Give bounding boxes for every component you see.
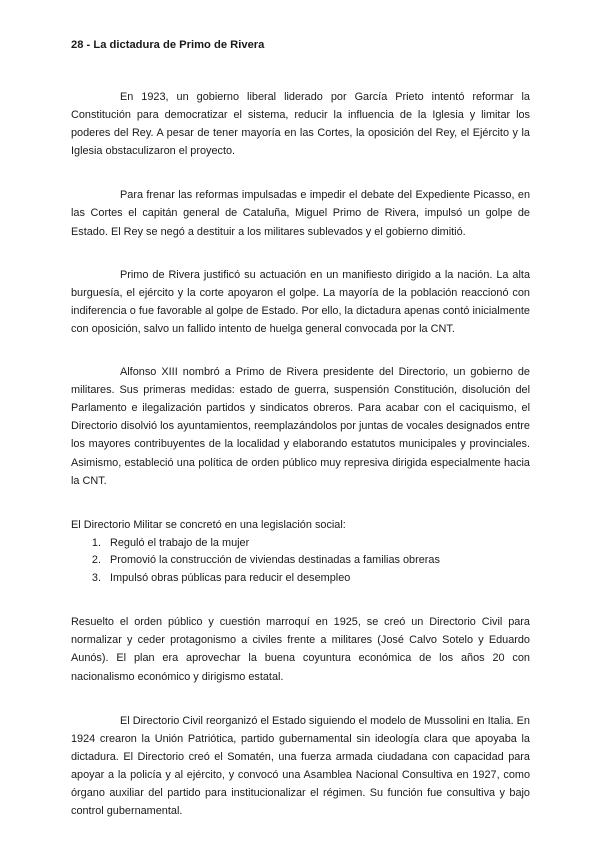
- paragraph-6: El Directorio Civil reorganizó el Estado siguiendo el modelo de Mussolini en Italia. En 1924 crearon la Unión Patriótica, partido gubernamental sin ideología clara que apoyaba la dictadura. El Directorio creó el Somatén, una fuerza armada ciudadana con capacidad para apoyar a la policía y al ejército, y convocó una Asamblea Nacional Consultiva en 1927, como órgano auxiliar del partido para institucionalizar el régimen. Su función fue consultiva y bajo control gubernamental.: [71, 714, 530, 818]
- list-item: 1. Reguló el trabajo de la mujer: [104, 535, 530, 553]
- list-intro: El Directorio Militar se concretó en una legislación social:: [71, 518, 346, 531]
- document-title: 28 - La dictadura de Primo de Rivera: [71, 39, 265, 51]
- paragraph-1: En 1923, un gobierno liberal liderado por García Prieto intentó reformar la Constitución para democratizar el sistema, reducir la influencia de la Iglesia y limitar los poderes del Rey. A pesar de tener mayoría en las Cortes, la oposición del Rey, el Ejército y la Iglesia obstaculizaron el proyecto.: [71, 91, 530, 158]
- list-item: 3. Impulsó obras públicas para reducir el desempleo: [104, 570, 530, 588]
- paragraph-5: Resuelto el orden público y cuestión marroquí en 1925, se creó un Directorio Civil para normalizar y ceder protagonismo a civiles frente a militares (José Calvo Sotelo y Eduardo Aunós). El plan era aprovechar la buena coyuntura económica de los años 20 con nacionalismo económico y dirigismo estatal.: [71, 616, 530, 683]
- paragraph-2: Para frenar las reformas impulsadas e impedir el debate del Expediente Picasso, en las Cortes el capitán general de Cataluña, Miguel Primo de Rivera, impulsó un golpe de Estado. El Rey se negó a destituir a los militares sublevados y el gobierno dimitió.: [71, 189, 530, 238]
- paragraph-4: Alfonso XIII nombró a Primo de Rivera presidente del Directorio, un gobierno de militares. Sus primeras medidas: estado de guerra, suspensión Constitución, disolución del Parlamento e ilegalización partidos y sindicatos obreros. Para acabar con el caciquismo, el Directorio disolvió los ayuntamientos, reemplazándolos por juntas de vocales designados entre los mayores contribuyentes de la localidad y elaborando estatutos municipales y provinciales. Asimismo, estableció una política de orden público muy represiva dirigida especialmente hacia la CNT.: [71, 366, 530, 487]
- paragraph-3: Primo de Rivera justificó su actuación en un manifiesto dirigido a la nación. La alta burguesía, el ejército y la corte apoyaron el golpe. La mayoría de la población reaccionó con indiferencia o fue favorable al golpe de Estado. Por ello, la dictadura apenas contó inicialmente con oposición, salvo un fallido intento de huelga general convocada por la CNT.: [71, 268, 530, 335]
- document-page: [71, 38, 530, 820]
- numbered-list: [71, 535, 530, 588]
- list-item: 2. Promovió la construcción de viviendas destinadas a familias obreras: [104, 552, 530, 570]
